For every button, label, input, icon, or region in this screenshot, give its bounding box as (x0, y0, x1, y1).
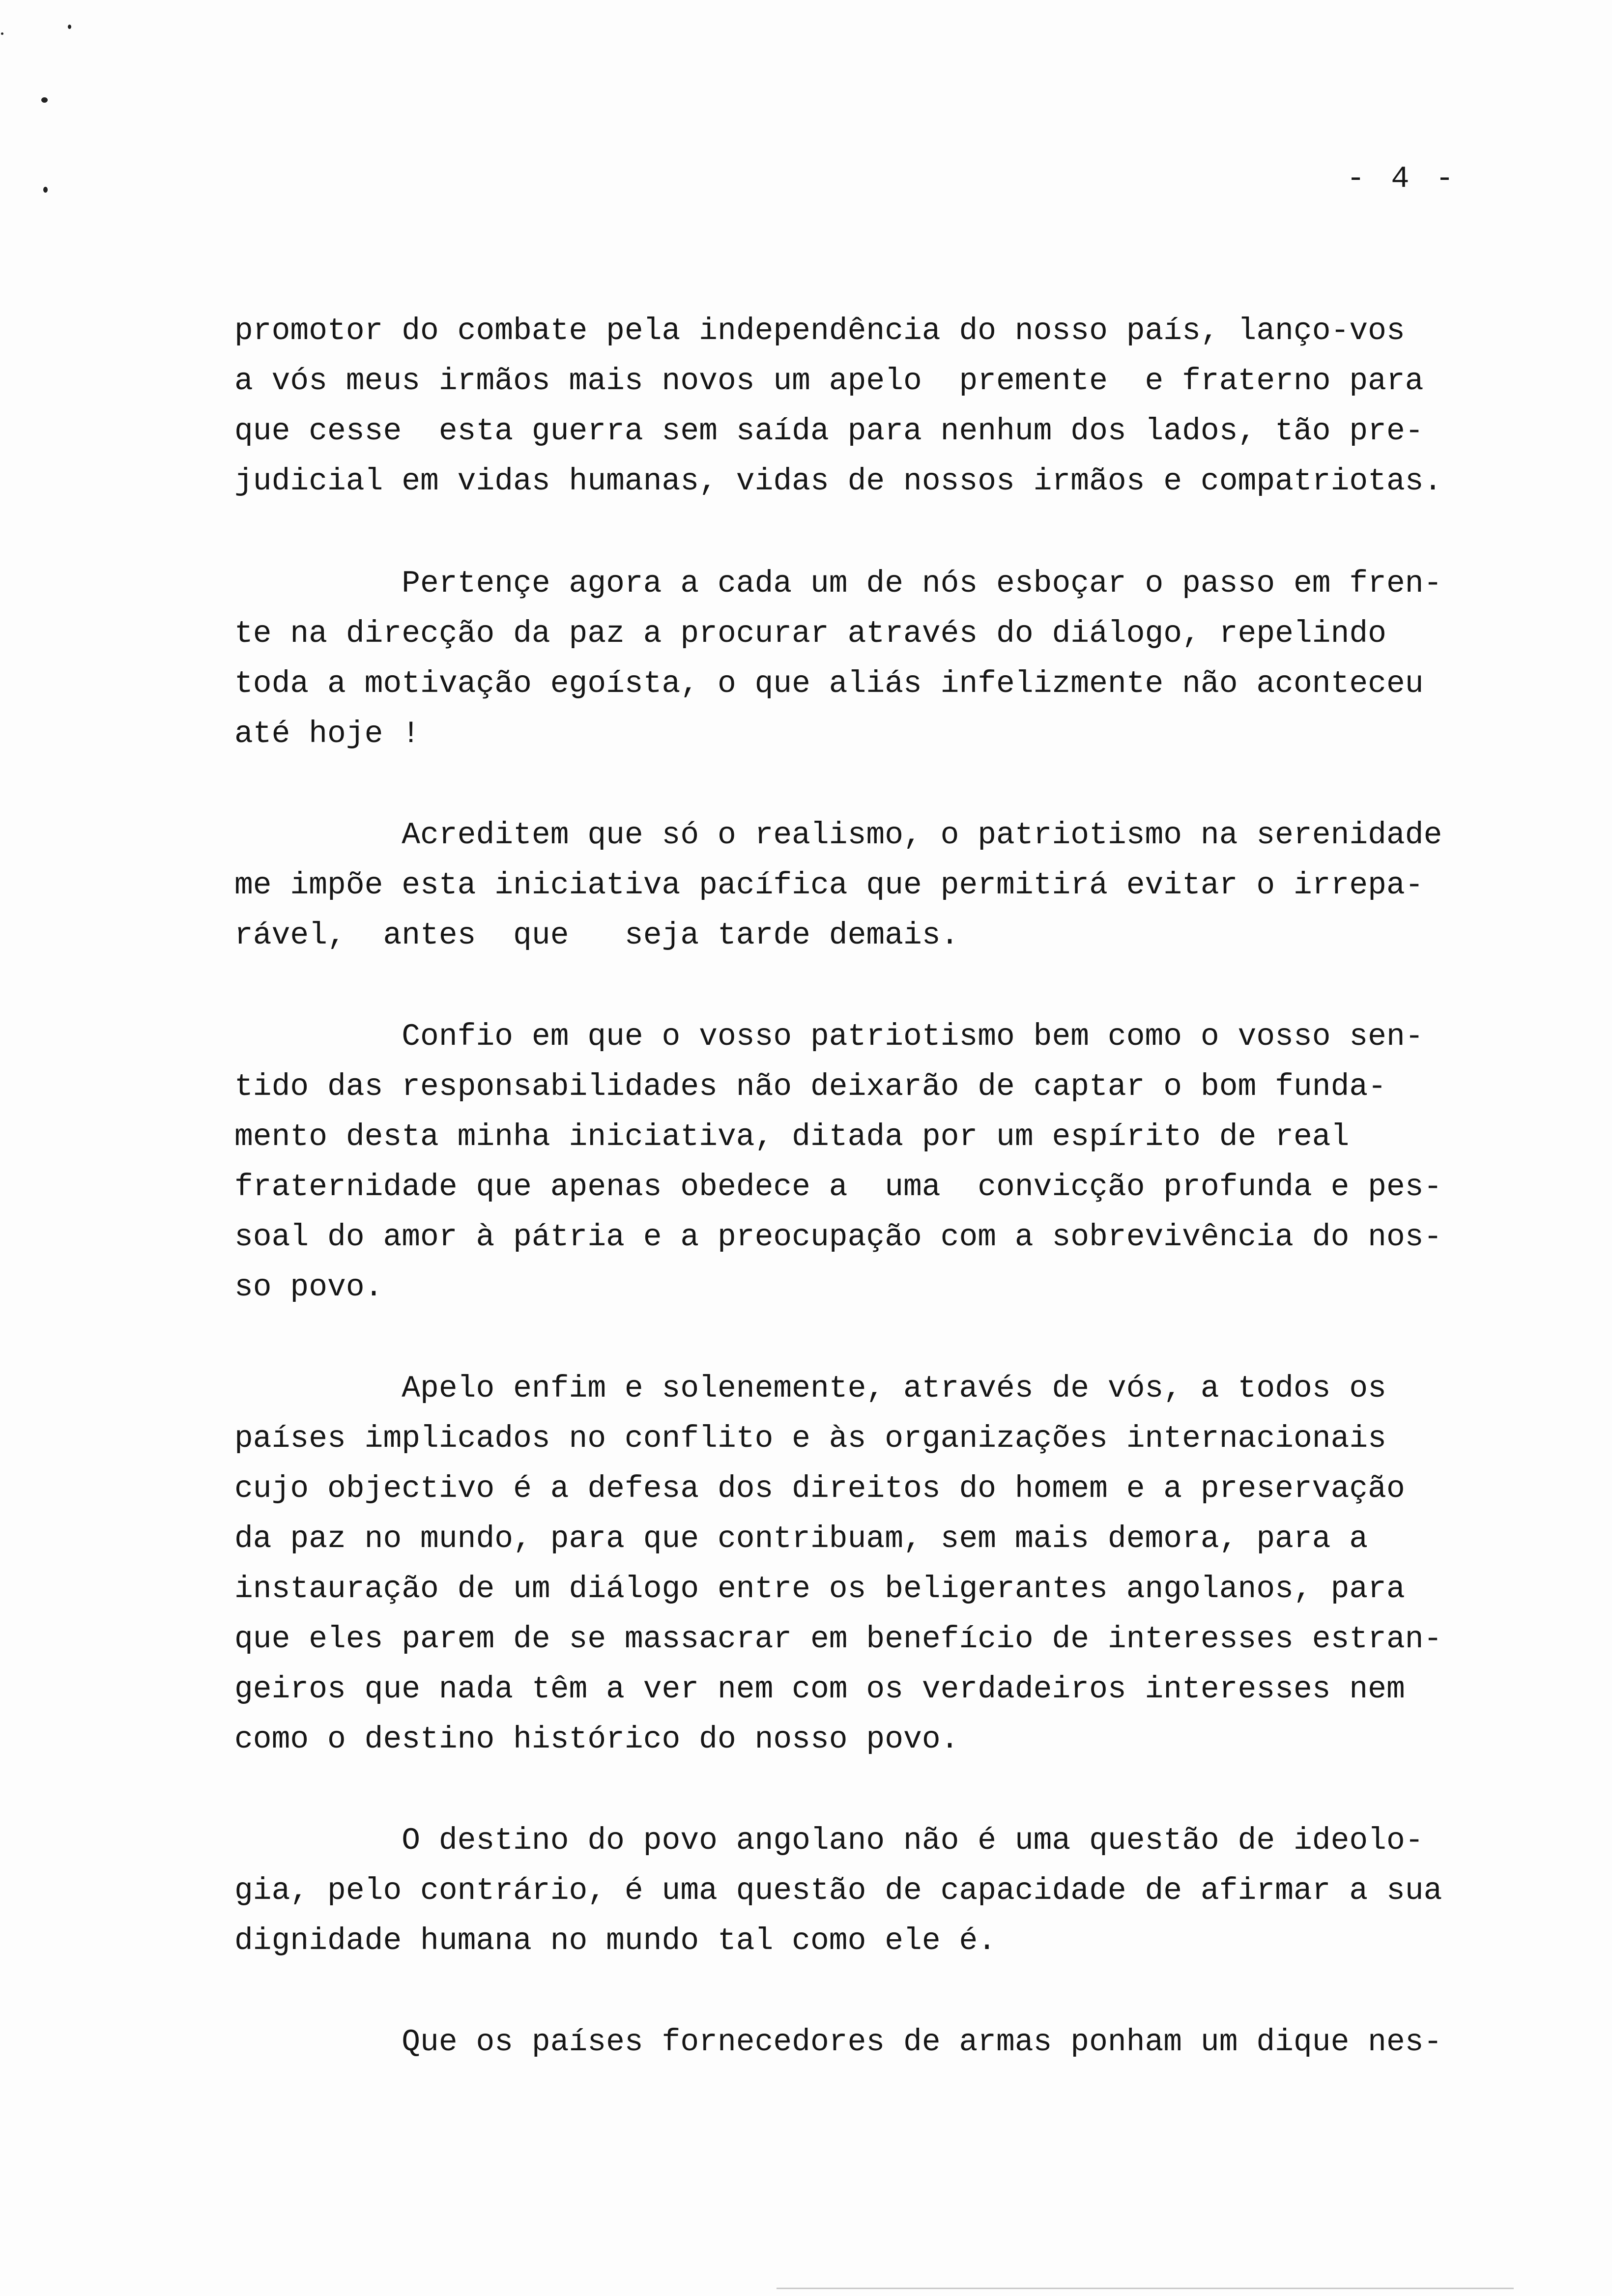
text-line: soal do amor à pátria e a preocupação com a sobrevivência do nos- (234, 1220, 1442, 1255)
text-line: cujo objectivo é a defesa dos direitos do homem e a preservação (234, 1471, 1405, 1506)
text-line: como o destino histórico do nosso povo. (234, 1722, 959, 1757)
text-line: promotor do combate pela independência do nosso país, lanço-vos (234, 314, 1405, 348)
text-line: Confio em que o vosso patriotismo bem como o vosso sen- (234, 1019, 1424, 1054)
text-line: me impõe esta iniciativa pacífica que permitirá evitar o irrepa- (234, 868, 1424, 903)
text-line: so povo. (234, 1270, 383, 1305)
text-line: a vós meus irmãos mais novos um apelo premente e fraterno para (234, 364, 1424, 399)
text-line: tido das responsabilidades não deixarão de captar o bom funda- (234, 1069, 1386, 1104)
text-line: Pertençe agora a cada um de nós esboçar o passo em fren- (234, 566, 1442, 601)
text-line: O destino do povo angolano não é uma questão de ideolo- (234, 1823, 1424, 1858)
text-line: dignidade humana no mundo tal como ele é. (234, 1923, 997, 1958)
text-line: gia, pelo contrário, é uma questão de capacidade de afirmar a sua (234, 1873, 1442, 1908)
text-line: te na direcção da paz a procurar através do diálogo, repelindo (234, 616, 1386, 651)
text-line: toda a motivação egoísta, o que aliás infelizmente não aconteceu (234, 666, 1424, 701)
scan-speck (43, 187, 48, 193)
text-line: Acreditem que só o realismo, o patriotismo na serenidade (234, 818, 1442, 853)
text-line: mento desta minha iniciativa, ditada por um espírito de real (234, 1119, 1350, 1154)
text-line: países implicados no conflito e às organizações internacionais (234, 1421, 1386, 1456)
text-line: judicial em vidas humanas, vidas de nossos irmãos e compatriotas. (234, 464, 1442, 499)
text-line: que cesse esta guerra sem saída para nenhum dos lados, tão pre- (234, 414, 1424, 449)
text-line: da paz no mundo, para que contribuam, sem mais demora, para a (234, 1521, 1368, 1556)
text-line: geiros que nada têm a ver nem com os verdadeiros interesses nem (234, 1672, 1405, 1707)
scan-speck (68, 25, 71, 29)
text-line: Que os países fornecedores de armas ponham um dique nes- (234, 2025, 1442, 2060)
text-line: até hoje ! (234, 717, 421, 751)
page-edge-line (777, 2288, 1514, 2289)
page-number: - 4 - (1347, 161, 1458, 196)
text-line: Apelo enfim e solenemente, através de vós, a todos os (234, 1371, 1386, 1406)
text-line: fraternidade que apenas obedece a uma convicção profunda e pes- (234, 1170, 1442, 1205)
text-line: que eles parem de se massacrar em benefício de interesses estran- (234, 1622, 1442, 1657)
scan-speck (1, 32, 3, 35)
text-line: instauração de um diálogo entre os beligerantes angolanos, para (234, 1572, 1405, 1607)
text-line: rável, antes que seja tarde demais. (234, 918, 959, 953)
scan-speck (41, 97, 48, 103)
